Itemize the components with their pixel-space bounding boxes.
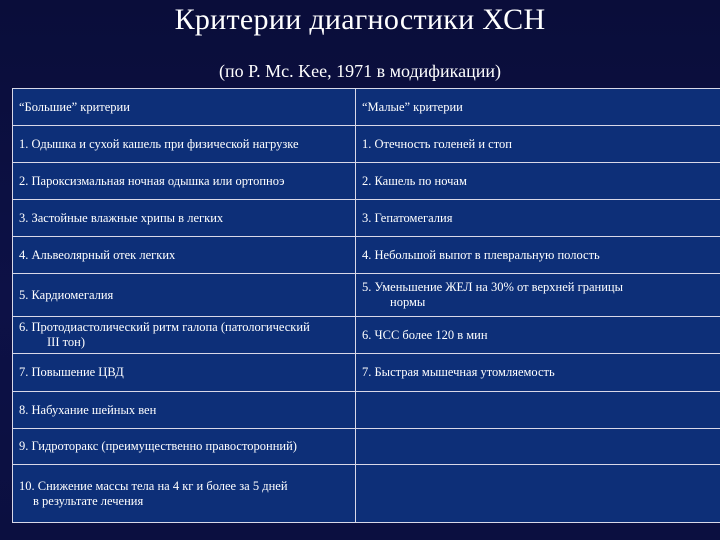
major-criterion: 3. Застойные влажные хрипы в легких [13, 200, 356, 237]
minor-criterion [356, 465, 720, 523]
table-row [13, 200, 720, 237]
major-criterion: 1. Одышка и сухой кашель при физической нагрузке [13, 126, 356, 163]
minor-criterion: 4. Небольшой выпот в плевральную полость [356, 237, 720, 274]
criteria-table [12, 88, 720, 523]
minor-criterion: 2. Кашель по ночам [356, 163, 720, 200]
minor-criterion [356, 392, 720, 429]
minor-criterion: 7. Быстрая мышечная утомляемость [356, 354, 720, 392]
table-row [13, 274, 720, 317]
table-row [13, 163, 720, 200]
slide-title: Критерии диагностики ХСН [174, 3, 546, 36]
table-row [13, 354, 720, 392]
major-criterion: 5. Кардиомегалия [13, 274, 356, 317]
major-criterion: 2. Пароксизмальная ночная одышка или ортопноэ [13, 163, 356, 200]
header-major-criteria: “Большие” критерии [13, 89, 356, 126]
table-row [13, 392, 720, 429]
minor-criterion: 6. ЧСС более 120 в мин [356, 317, 720, 354]
minor-criterion: 3. Гепатомегалия [356, 200, 720, 237]
major-criterion: 7. Повышение ЦВД [13, 354, 356, 392]
major-criterion: 9. Гидроторакс (преимущественно правосторонний) [13, 429, 356, 465]
table-row [13, 429, 720, 465]
header-minor-criteria: “Малые” критерии [356, 89, 720, 126]
table-row [13, 237, 720, 274]
major-criterion: 4. Альвеолярный отек легких [13, 237, 356, 274]
major-criterion: 8. Набухание шейных вен [13, 392, 356, 429]
minor-criterion: 5. Уменьшение ЖЕЛ на 30% от верхней границы нормы [356, 274, 720, 317]
major-criterion: 10. Снижение массы тела на 4 кг и более за 5 дней в результате лечения [13, 465, 356, 523]
minor-criterion [356, 429, 720, 465]
table-row [13, 126, 720, 163]
minor-criterion: 1. Отечность голеней и стоп [356, 126, 720, 163]
major-criterion: 6. Протодиастолический ритм галопа (патологический III тон) [13, 317, 356, 354]
table-row [13, 317, 720, 354]
table-row [13, 465, 720, 523]
table-header-row [13, 89, 720, 126]
slide-subtitle: (по P. Mc. Kee, 1971 в модификации) [219, 61, 501, 81]
